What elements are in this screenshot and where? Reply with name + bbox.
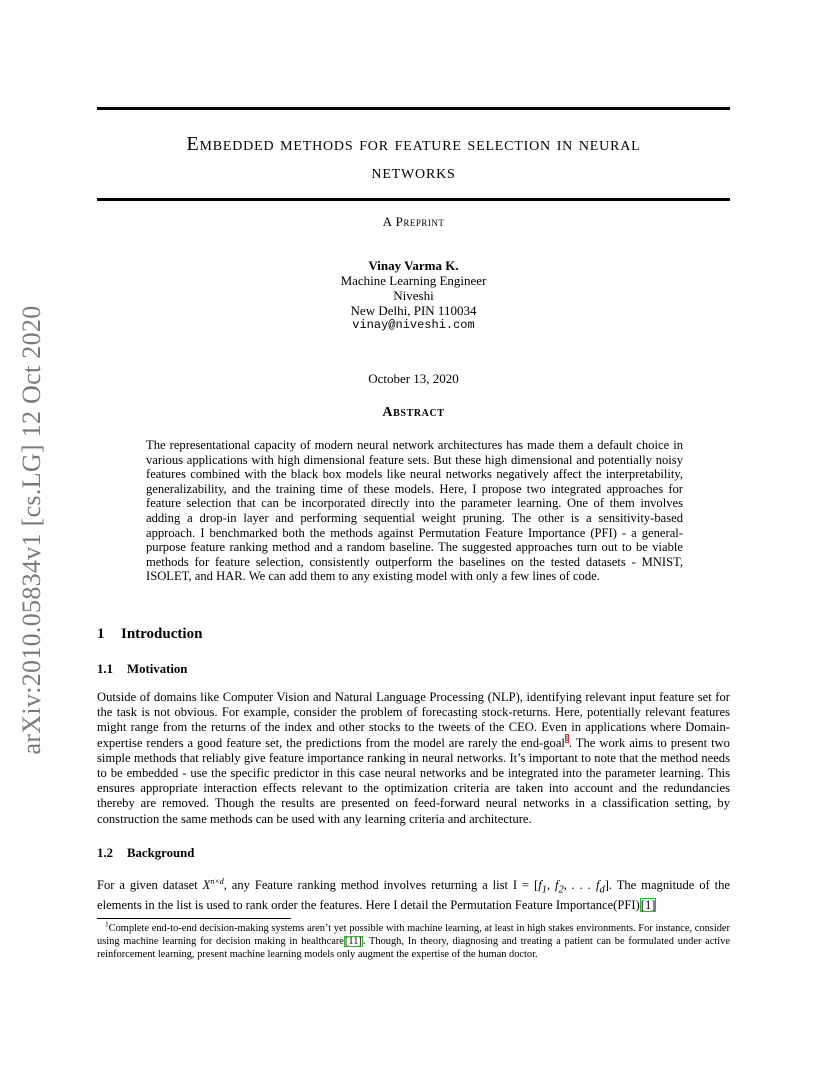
author-name: Vinay Varma K. <box>368 258 459 273</box>
author-block <box>97 258 730 333</box>
math-f2: f <box>555 878 559 893</box>
author-location: New Delhi, PIN 110034 <box>350 303 477 318</box>
footnote-text-part2: . Though, In theory, diagnosing and treating a patient can be formulated under active reinforcement learning, present machine learning models only augment the expertise of the human doctor. <box>97 936 730 960</box>
background-text-part2: , any Feature ranking method involves returning a list I = [ <box>223 878 539 893</box>
paper-title-line1: Embedded methods for feature selection in neural <box>186 133 641 155</box>
motivation-paragraph <box>97 690 730 827</box>
subsection-number: 1.1 <box>97 662 113 676</box>
motivation-text-part1: Outside of domains like Computer Vision and Natural Language Processing (NLP), identifying relevant input feature set for the task is not obvious. For example, consider the problem of forecasting stock-returns. Here, potentially relevant features might range from the returns of the index and other stocks to the tweets of the CEO. Even in applications where Domain-expertise renders a good feature set, the predictions from the model are rarely the end-goal <box>97 690 730 750</box>
footnote-ref-link[interactable]: 1 <box>564 734 569 744</box>
abstract-heading: Abstract <box>382 405 445 420</box>
math-feature-list: $f_1$, $f_2$, . . . $f_d$ <box>538 878 605 896</box>
footnote-text-part1: Complete end-to-end decision-making systems aren’t yet possible with machine learning, at least in high stakes environments. For instance, consider using machine learning for decision making in healthcare <box>97 923 730 947</box>
background-paragraph <box>97 874 730 913</box>
subsection-heading-background <box>97 846 194 861</box>
paper-title <box>97 130 730 186</box>
math-dataset-symbol: X <box>202 878 211 893</box>
arxiv-stamp-text: arXiv:2010.05834v1 [cs.LG] 12 Oct 2020 <box>17 305 46 755</box>
math-f1: f <box>538 878 542 893</box>
footnote-1 <box>97 922 730 961</box>
section-number: 1 <box>97 626 105 642</box>
author-role: Machine Learning Engineer <box>340 273 487 288</box>
background-text-part3: ]. The magnitude of the elements in the list is used to rank order the features. Here I detail the Permutation Feature Importance(PFI) <box>97 878 730 912</box>
author-affiliation: Niveshi <box>393 288 434 303</box>
section-title: Introduction <box>121 626 203 642</box>
paper-title-line2: networks <box>371 161 456 183</box>
paper-date: October 13, 2020 <box>368 371 459 386</box>
subsection-number: 1.2 <box>97 846 113 860</box>
abstract-text: The representational capacity of modern neural network architectures has made them a default choice in various applications with high dimensional feature sets. But these high dimensional and potentially noisy features combined with the black box models like neural networks negatively affect the interpretability, generalizability, and the training time of these models. Here, I propose two integrated approaches for feature selection that can be incorporated directly into the parameter learning. One of them involves adding a drop-in layer and performing sequential weight pruning. The other is a sensitivity-based approach. I benchmarked both the methods against Permutation Feature Importance (PFI) - a general-purpose feature ranking method and a random baseline. The suggested approaches turn out to be viable methods for feature selection, consistently outperform the baselines on the tested datasets - MNIST, ISOLET, and HAR. We can add them to any existing model with only a few lines of code. <box>146 438 683 584</box>
subsection-heading-motivation <box>97 662 187 677</box>
author-email[interactable]: vinay@niveshi.com <box>352 318 475 332</box>
footnote-mark: 1 <box>105 920 109 929</box>
motivation-text-part2: . The work aims to present two simple methods that reliably give feature importance ranking in neural networks. It’s important to note that the method needs to be embedded - use the specific predictor in this case neural networks and be integrated into the parameter learning. This ensures appropriate interaction effects relevant to the optimization criteria are taken into account and the redundancies thereby are removed. Though the results are presented on feed-forward neural networks in a classification setting, by construction the same methods can be used with any learning criteria and architecture. <box>97 735 730 826</box>
citation-link-1[interactable]: [1] <box>640 897 656 912</box>
background-text-part1: For a given dataset <box>97 878 203 893</box>
arxiv-side-stamp <box>13 300 51 760</box>
title-top-rule <box>97 107 730 110</box>
math-fd: f <box>595 878 600 893</box>
section-heading-introduction <box>97 626 202 643</box>
preprint-label: A Preprint <box>382 214 445 229</box>
subsection-title: Background <box>127 846 195 860</box>
subsection-title: Motivation <box>127 662 188 676</box>
math-dataset-superscript: n×d <box>210 877 224 886</box>
title-bottom-rule <box>97 198 730 201</box>
citation-link-11[interactable]: [11] <box>344 936 362 947</box>
footnote-rule <box>97 918 291 919</box>
